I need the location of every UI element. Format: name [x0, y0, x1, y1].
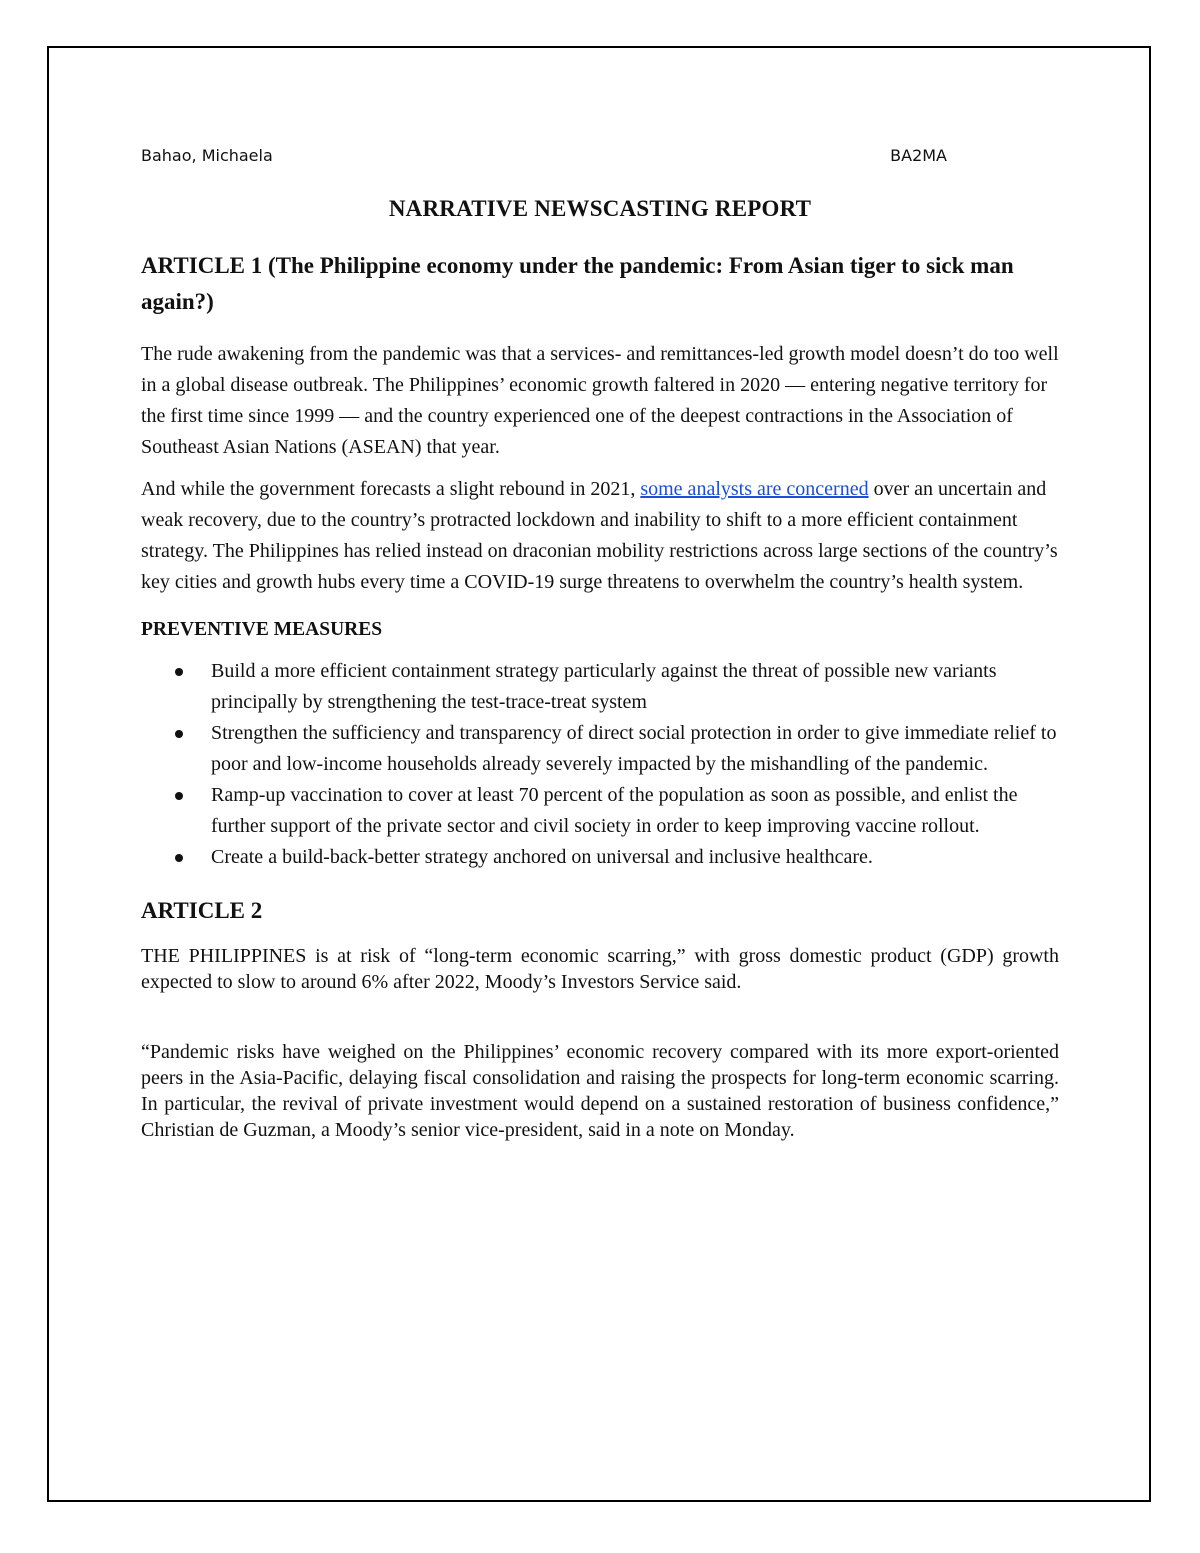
- analysts-link[interactable]: some analysts are concerned: [640, 478, 869, 500]
- preventive-measures-list: [141, 656, 1059, 873]
- list-item: [211, 718, 1059, 780]
- bullet-icon: [175, 792, 183, 800]
- paragraph-2-text-after-link: over an uncertain and weak recovery, due to the country’s protracted lockdown and inability to shift to a more efficient containment strategy. The Philippines has relied instead on draconian mobility restrictions across large sections of the country’s key cities and growth hubs every time a COVID-19 surge threatens to overwhelm the country’s health system.: [141, 478, 1058, 593]
- article-2-paragraph-2: “Pandemic risks have weighed on the Philippines’ economic recovery compared with its more export-oriented peers in the Asia-Pacific, delaying fiscal consolidation and raising the prospects for long-term economic scarring. In particular, the revival of private investment would depend on a sustained restoration of business confidence,” Christian de Guzman, a Moody’s senior vice-president, said in a note on Monday.: [141, 1041, 1059, 1141]
- document-body: [141, 248, 1059, 1143]
- article-1-heading: ARTICLE 1 (The Philippine economy under the pandemic: From Asian tiger to sick man again?): [141, 253, 1014, 314]
- list-item: [211, 656, 1059, 718]
- list-item-text: Create a build-back-better strategy anchored on universal and inclusive healthcare.: [211, 846, 873, 868]
- document-title: NARRATIVE NEWSCASTING REPORT: [388, 196, 812, 221]
- list-item-text: Strengthen the sufficiency and transparency of direct social protection in order to give immediate relief to poor and low-income households already severely impacted by the mishandling of the pandemic.: [211, 722, 1057, 775]
- article-1-paragraph-1: The rude awakening from the pandemic was that a services- and remittances-led growth model doesn’t do too well in a global disease outbreak. The Philippines’ economic growth faltered in 2020 — entering negative territory for the first time since 1999 — and the country experienced one of the deepest contractions in the Association of Southeast Asian Nations (ASEAN) that year.: [141, 343, 1059, 458]
- list-item-text: Build a more efficient containment strategy particularly against the threat of possible new variants principally by strengthening the test-trace-treat system: [211, 660, 997, 713]
- article-2-paragraph-1: THE PHILIPPINES is at risk of “long-term economic scarring,” with gross domestic product (GDP) growth expected to slow to around 6% after 2022, Moody’s Investors Service said.: [141, 945, 1059, 993]
- list-item-text: Ramp-up vaccination to cover at least 70 percent of the population as soon as possible, and enlist the further support of the private sector and civil society in order to keep improving vaccine rollout.: [211, 784, 1018, 837]
- bullet-icon: [175, 668, 183, 676]
- section-code: BA2MA: [890, 146, 947, 165]
- preventive-measures-heading: PREVENTIVE MEASURES: [141, 619, 383, 640]
- article-1-paragraph-2: [141, 474, 1059, 598]
- bullet-icon: [175, 730, 183, 738]
- list-item: [211, 780, 1059, 842]
- paragraph-2-text-before-link: And while the government forecasts a slight rebound in 2021,: [141, 478, 641, 500]
- author-name: Bahao, Michaela: [141, 146, 273, 165]
- article-2-heading: ARTICLE 2: [141, 898, 263, 923]
- list-item: [211, 842, 1059, 873]
- bullet-icon: [175, 854, 183, 862]
